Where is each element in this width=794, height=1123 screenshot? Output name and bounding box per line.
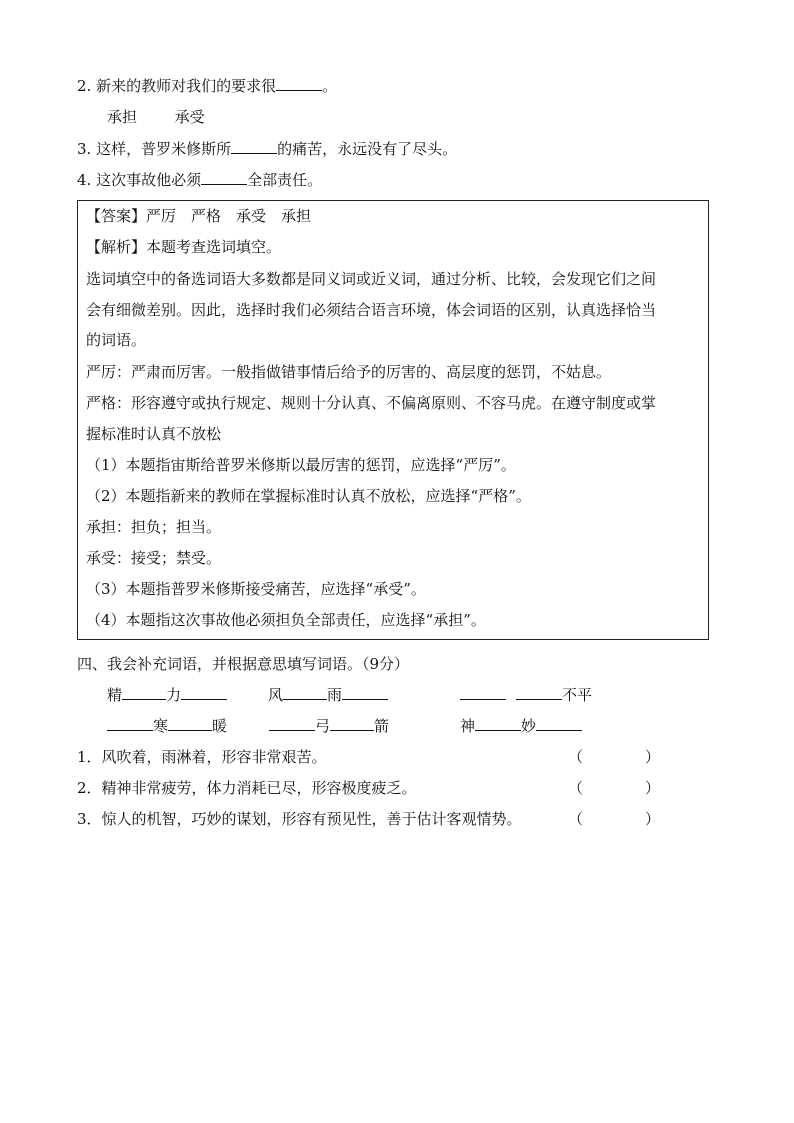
idiom-shenmiao (460, 716, 582, 736)
paren-open: （ (568, 748, 584, 766)
answer-blank[interactable] (231, 139, 277, 154)
idiom-char: 风 (268, 686, 284, 704)
definition-chengdan: 承担：担负；担当。 (86, 518, 222, 536)
question-3-text: 3. 这样，普罗米修斯所 (77, 140, 232, 158)
definition-yange: 握标准时认真不放松 (86, 425, 222, 443)
idiom-gongjian (269, 716, 389, 736)
question-3-end: 的痛苦，永远没有了尽头。 (277, 140, 458, 158)
question-3 (77, 139, 457, 159)
question-2-end: 。 (322, 77, 338, 95)
explanation-2: （2）本题指新来的教师在掌握标准时认真不放松，应选择“严格”。 (86, 487, 531, 505)
paren-open: （ (568, 779, 584, 797)
idiom-jingli (107, 685, 227, 705)
answer-blank[interactable] (460, 685, 506, 700)
question-2-text: 2. 新来的教师对我们的要求很 (77, 77, 277, 95)
paren-close: ） (645, 748, 661, 766)
meaning-item-1: 1．风吹着，雨淋着，形容非常艰苦。 (77, 748, 327, 766)
answer-blank[interactable] (276, 76, 322, 91)
answer-blank[interactable] (516, 685, 562, 700)
answer-blank[interactable] (269, 716, 315, 731)
answer-blank[interactable] (201, 170, 247, 185)
answer-blank[interactable] (342, 685, 388, 700)
idiom-char: 雨 (327, 686, 343, 704)
idiom-char: 妙 (521, 717, 537, 735)
analysis-heading: 【解析】本题考查选词填空。 (86, 238, 282, 256)
idiom-char: 暖 (212, 717, 228, 735)
answer-paren-3[interactable] (568, 809, 660, 829)
explanation-3: （3）本题指普罗米修斯接受痛苦，应选择“承受”。 (86, 580, 426, 598)
idiom-char: 精 (107, 686, 123, 704)
section-4-title: 四、我会补充词语，并根据意思填写词语。（9分） (77, 655, 410, 673)
answer-blank[interactable] (168, 716, 212, 731)
answer-box (77, 200, 709, 640)
idiom-char: 力 (166, 686, 182, 704)
question-2 (77, 76, 337, 96)
answer-line: 【答案】严厉 严格 承受 承担 (86, 207, 312, 225)
question-4-end: 全部责任。 (247, 171, 323, 189)
analysis-paragraph: 选词填空中的备选词语大多数都是同义词或近义词，通过分析、比较，会发现它们之间 (86, 270, 657, 288)
paren-close: ） (645, 810, 661, 828)
idiom-buping (460, 685, 592, 705)
paren-open: （ (568, 810, 584, 828)
idiom-hannuan (107, 716, 227, 736)
answer-paren-2[interactable] (568, 778, 660, 798)
idiom-char: 弓 (315, 717, 331, 735)
explanation-4: （4）本题指这次事故他必须担负全部责任，应选择“承担”。 (86, 611, 486, 629)
analysis-paragraph: 会有细微差别。因此，选择时我们必须结合语言环境，体会词语的区别，认真选择恰当 (86, 301, 657, 319)
answer-blank[interactable] (330, 716, 374, 731)
definition-yange: 严格：形容遵守或执行规定、规则十分认真、不偏离原则、不容马虎。在遵守制度或掌 (86, 394, 657, 412)
question-4-text: 4. 这次事故他必须 (77, 171, 202, 189)
option-chengshou: 承受 (174, 108, 205, 126)
answer-blank[interactable] (536, 716, 582, 731)
analysis-paragraph: 的词语。 (86, 331, 147, 349)
meaning-item-2: 2．精神非常疲劳，体力消耗已尽，形容极度疲乏。 (77, 779, 417, 797)
answer-paren-1[interactable] (568, 747, 660, 767)
answer-blank[interactable] (181, 685, 227, 700)
definition-chengshou: 承受：接受；禁受。 (86, 549, 222, 567)
answer-blank[interactable] (475, 716, 521, 731)
idiom-char: 不平 (562, 686, 593, 704)
definition-yanli: 严厉：严肃而厉害。一般指做错事情后给予的厉害的、高层度的惩罚，不姑息。 (86, 363, 612, 381)
idiom-fengyu (268, 685, 388, 705)
answer-blank[interactable] (107, 716, 153, 731)
paren-close: ） (645, 779, 661, 797)
question-4 (77, 170, 322, 190)
answer-blank[interactable] (283, 685, 327, 700)
explanation-1: （1）本题指宙斯给普罗米修斯以最厉害的惩罚，应选择“严厉”。 (86, 456, 516, 474)
answer-blank[interactable] (122, 685, 166, 700)
options-line (107, 107, 205, 127)
idiom-char: 神 (460, 717, 476, 735)
option-chengdan: 承担 (107, 108, 138, 126)
idiom-char: 寒 (153, 717, 169, 735)
idiom-char: 箭 (374, 717, 390, 735)
meaning-item-3: 3．惊人的机智，巧妙的谋划，形容有预见性，善于估计客观情势。 (77, 810, 522, 828)
